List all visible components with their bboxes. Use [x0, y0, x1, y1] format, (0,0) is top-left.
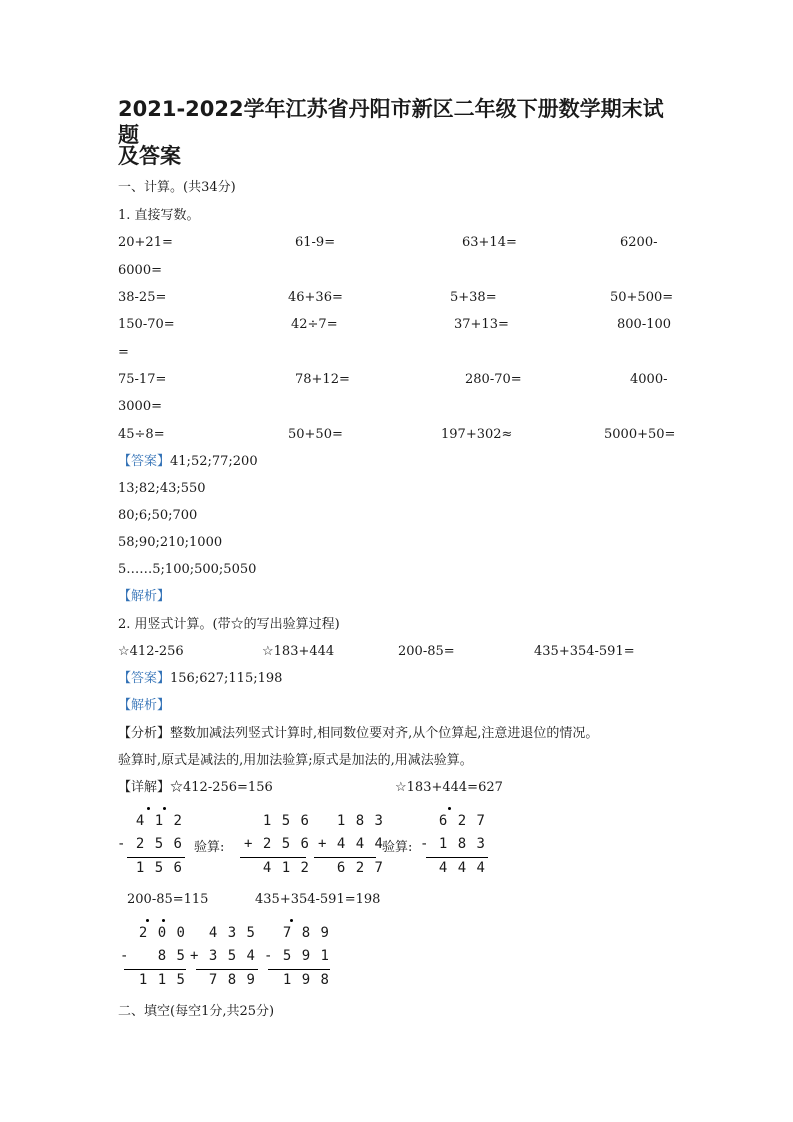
q2-item: ☆412-256 [118, 644, 184, 659]
vert-row: 4 1 2 [135, 813, 183, 829]
fenxi-text: 整数加减法列竖式计算时,相同数位要对齐,从个位算起,注意进退位的情况。 [170, 726, 599, 741]
vertical-calc-183-444 [314, 805, 384, 877]
q1-item: 75-17= [118, 372, 167, 387]
vert-row: 2 0 0 [138, 925, 186, 941]
check-label: 验算: [382, 840, 413, 855]
vertical-calc-789-591 [263, 917, 334, 989]
answer-text: 41;52;77;200 [170, 454, 258, 469]
q1-item: 78+12= [295, 372, 350, 387]
vert-row: 6 2 7 [336, 860, 384, 876]
vert-row: - 1 8 3 [419, 836, 486, 852]
q1-item: 50+50= [288, 427, 343, 442]
q1-answer-line [118, 454, 258, 470]
eq-200-85: 200-85=115 [127, 892, 209, 907]
vert-row: 7 8 9 [282, 925, 330, 941]
vert-row: 1 5 6 [135, 860, 183, 876]
borrow-dot [147, 807, 150, 810]
q1-item: 20+21= [118, 235, 173, 250]
doc-title-line2: 及答案 [118, 144, 181, 168]
q1-item: 42÷7= [291, 317, 338, 332]
vert-row: 1 8 3 [336, 813, 384, 829]
xiangjie-eq1: ☆412-256=156 [170, 780, 273, 795]
vertical-calc-435-354 [189, 917, 262, 989]
q2-item: 435+354-591= [534, 644, 635, 659]
analysis-tag: 【解析】 [118, 698, 171, 713]
check-label: 验算: [194, 840, 225, 855]
q1-item: 37+13= [454, 317, 509, 332]
q1-item: 3000= [118, 399, 162, 414]
vert-row: 1 1 5 [138, 972, 186, 988]
q1-answer-line: 80;6;50;700 [118, 508, 198, 523]
q1-answer-line: 5……5;100;500;5050 [118, 562, 257, 577]
q2-item: ☆183+444 [262, 644, 335, 659]
q1-item: 5000+50= [604, 427, 676, 442]
borrow-dot [448, 807, 451, 810]
vertical-calc-check-156 [240, 805, 310, 877]
analysis-tag: 【解析】 [118, 589, 171, 604]
q1-item: 800-100 [617, 317, 672, 332]
fenxi-line [118, 726, 598, 742]
vert-rule [426, 857, 488, 858]
xiangjie-line [118, 780, 273, 796]
vertical-calc-200-85 [119, 917, 190, 989]
q1-answer-line: 58;90;210;1000 [118, 535, 223, 550]
vert-rule [268, 969, 330, 970]
eq-435-354-591: 435+354-591=198 [255, 892, 381, 907]
vert-row: + 2 5 6 [243, 836, 310, 852]
q1-item: 5+38= [450, 290, 497, 305]
xiangjie-tag: 【详解】 [118, 780, 171, 795]
q2-heading: 2. 用竖式计算。(带☆的写出验算过程) [118, 617, 340, 632]
q1-item: 45÷8= [118, 427, 165, 442]
vert-row: - 5 9 1 [263, 948, 330, 964]
vertical-calc-412-256 [116, 805, 197, 877]
vert-row: 1 5 6 [262, 813, 310, 829]
answer-tag: 【答案】 [118, 454, 171, 469]
q1-item: 4000- [630, 372, 668, 387]
q1-item: 38-25= [118, 290, 167, 305]
fenxi-tag: 【分析】 [118, 726, 171, 741]
q1-item: 50+500= [610, 290, 674, 305]
vert-row: 4 1 2 [262, 860, 310, 876]
q1-answer-line: 13;82;43;550 [118, 481, 206, 496]
section1-heading: 一、计算。(共34分) [118, 180, 236, 195]
vert-row: 4 4 4 [438, 860, 486, 876]
vertical-calc-check-627 [419, 805, 492, 877]
q1-heading: 1. 直接写数。 [118, 208, 200, 223]
vert-row: - 2 5 6 [116, 836, 183, 852]
answer-text: 156;627;115;198 [170, 671, 283, 686]
q1-item: 63+14= [462, 235, 517, 250]
vert-row: 6 2 7 [438, 813, 486, 829]
borrow-dot [163, 807, 166, 810]
vert-rule [196, 969, 258, 970]
q1-item: 6200- [620, 235, 658, 250]
answer-tag: 【答案】 [118, 671, 171, 686]
vert-row: 7 8 9 [208, 972, 256, 988]
doc-title-line1: 2021-2022学年江苏省丹阳市新区二年级下册数学期末试题 [118, 97, 664, 147]
q1-item: 150-70= [118, 317, 175, 332]
vert-row: + 4 4 4 [317, 836, 384, 852]
q1-item: 280-70= [465, 372, 522, 387]
vert-rule [240, 857, 306, 858]
q1-item: 6000= [118, 263, 162, 278]
borrow-dot [146, 919, 149, 922]
q1-item: 197+302≈ [441, 427, 513, 442]
q2-answer-line [118, 671, 282, 687]
fenxi-line2: 验算时,原式是减法的,用加法验算;原式是加法的,用减法验算。 [118, 753, 473, 768]
vert-row: - 8 5 [119, 948, 186, 964]
borrow-dot [290, 919, 293, 922]
vert-rule [314, 857, 376, 858]
q1-item: = [118, 345, 129, 360]
q2-item: 200-85= [398, 644, 455, 659]
q1-item: 61-9= [295, 235, 336, 250]
q1-item: 46+36= [288, 290, 343, 305]
vert-rule [127, 857, 185, 858]
section2-heading: 二、填空(每空1分,共25分) [118, 1004, 275, 1019]
vert-row: + 3 5 4 [189, 948, 256, 964]
xiangjie-eq2: ☆183+444=627 [395, 780, 503, 795]
vert-rule [124, 969, 186, 970]
vert-row: 1 9 8 [282, 972, 330, 988]
vert-row: 4 3 5 [208, 925, 256, 941]
borrow-dot [162, 919, 165, 922]
